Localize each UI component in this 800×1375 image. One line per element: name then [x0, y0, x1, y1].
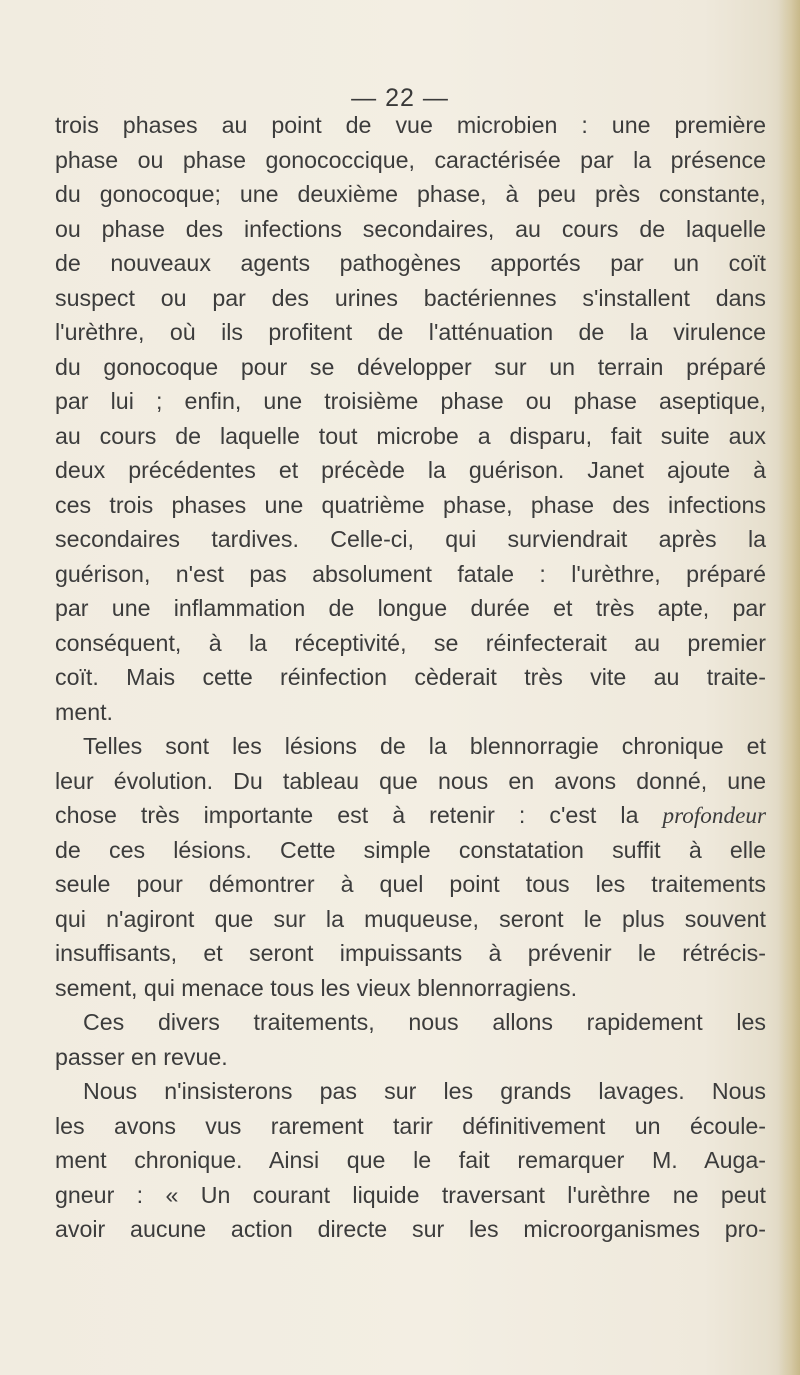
text-line: de ces lésions. Cette simple constatation suffit à elle: [55, 836, 766, 863]
emphasized-word: profondeur: [662, 803, 766, 829]
text-line: de nouveaux agents pathogènes apportés par un coït: [55, 250, 766, 276]
text-line: du gonocoque; une deuxième phase, à peu près constante,: [55, 181, 766, 207]
text-line: gneur : « Un courant liquide traversant l'urèthre ne peut: [55, 1181, 766, 1208]
text-line: qui n'agiront que sur la muqueuse, seront le plus souvent: [55, 905, 766, 932]
paragraph-start-line: Nous n'insisterons pas sur les grands lavages. Nous: [83, 1078, 766, 1104]
paragraph-start-line: Ces divers traitements, nous allons rapidement les: [83, 1009, 766, 1035]
text-line: ces trois phases une quatrième phase, phase des infections: [55, 491, 766, 518]
text-line: ment chronique. Ainsi que le fait remarquer M. Auga-: [55, 1147, 766, 1173]
text-line: deux précédentes et précède la guérison. Janet ajoute à: [55, 457, 766, 483]
text-line: au cours de laquelle tout microbe a disparu, fait suite aux: [55, 422, 766, 449]
text-line: passer en revue.: [55, 1043, 228, 1070]
text-line: phase ou phase gonococcique, caractérisée par la présence: [55, 146, 766, 173]
text-line: ou phase des infections secondaires, au cours de laquelle: [55, 215, 766, 242]
text-line: trois phases au point de vue microbien : une première: [55, 112, 766, 138]
text-segment: chose très importante est à retenir : c'est la: [55, 802, 663, 828]
text-line: secondaires tardives. Celle-ci, qui surviendrait après la: [55, 526, 766, 552]
text-line: du gonocoque pour se développer sur un terrain préparé: [55, 353, 766, 380]
text-line: par lui ; enfin, une troisième phase ou phase aseptique,: [55, 388, 766, 414]
text-line: insuffisants, et seront impuissants à prévenir le rétrécis-: [55, 940, 766, 966]
text-line: ment.: [55, 698, 113, 725]
text-line: suspect ou par des urines bactériennes s'installent dans: [55, 284, 766, 311]
page-edge-stain: [778, 0, 800, 1375]
text-line: l'urèthre, où ils profitent de l'atténuation de la virulence: [55, 319, 766, 345]
text-line: les avons vus rarement tarir définitivement un écoule-: [55, 1112, 766, 1139]
text-line: coït. Mais cette réinfection cèderait très vite au traite-: [55, 664, 766, 690]
text-line: seule pour démontrer à quel point tous les traitements: [55, 871, 766, 897]
page-number: — 22 —: [351, 84, 449, 112]
text-line: leur évolution. Du tableau que nous en avons donné, une: [55, 767, 766, 794]
text-line: conséquent, à la réceptivité, se réinfecterait au premier: [55, 629, 766, 656]
text-line: sement, qui menace tous les vieux blennorragiens.: [55, 974, 578, 1001]
body-text: [55, 108, 766, 1247]
text-line: avoir aucune action directe sur les microorganismes pro-: [55, 1216, 766, 1242]
text-line: guérison, n'est pas absolument fatale : l'urèthre, préparé: [55, 560, 766, 587]
text-line: par une inflammation de longue durée et très apte, par: [55, 595, 766, 621]
paragraph-start-line: Telles sont les lésions de la blennorragie chronique et: [83, 733, 766, 759]
text-line-with-emphasis: [55, 798, 766, 833]
